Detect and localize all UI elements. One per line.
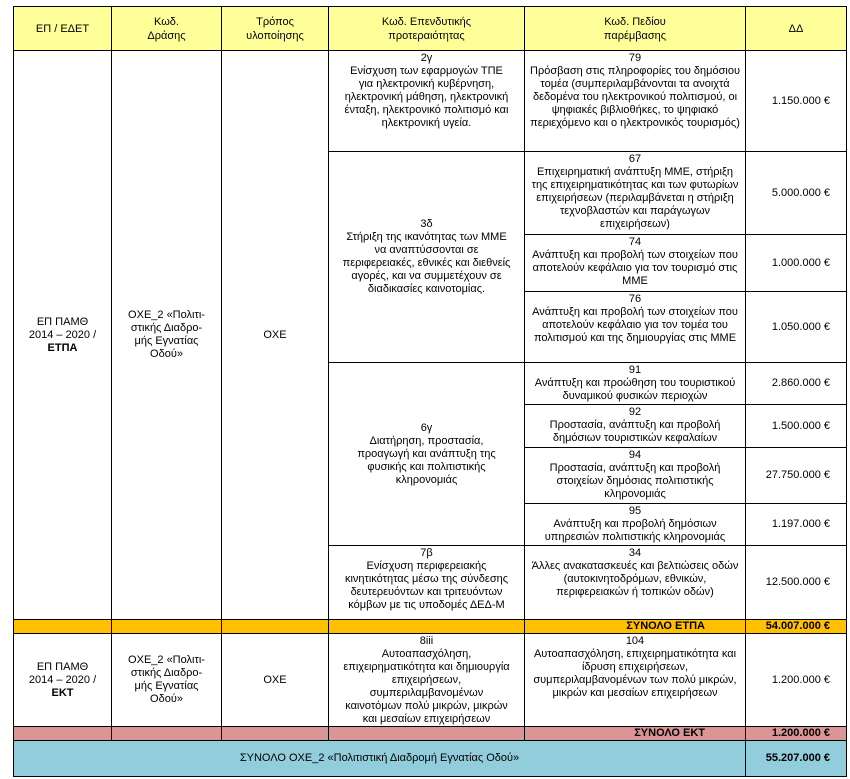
amount-cell: 12.500.000 € <box>746 546 847 620</box>
header-priority-code: Κωδ. Επενδυτικής προτεραιότητας <box>329 7 525 51</box>
etpa-total-amount: 54.007.000 € <box>746 620 847 634</box>
amount-cell: 2.860.000 € <box>746 363 847 405</box>
grand-total-label: ΣΥΝΟΛΟ ΟΧΕ_2 «Πολιτιστική Διαδρομή Εγνατίας Οδού» <box>14 741 746 777</box>
amount-cell: 1.197.000 € <box>746 504 847 546</box>
field-cell: 34 Άλλες ανακατασκευές και βελτιώσεις οδών (αυτοκινητοδρόμων, εθνικών, περιφερειακών ή τοπικών οδών) <box>525 546 746 620</box>
field-cell: 76 Ανάπτυξη και προβολή των στοιχείων που αποτελούν κεφάλαιο για τον τομέα του πολιτισμού και της δημιουργίας στις ΜΜΕ <box>525 292 746 363</box>
implementation-cell-ekt: ΟΧΕ <box>222 634 329 727</box>
grand-total-row <box>14 741 847 777</box>
field-cell: 74 Ανάπτυξη και προβολή των στοιχείων που αποτελούν κεφάλαιο για τον τουρισμό στις ΜΜΕ <box>525 235 746 292</box>
table-row <box>14 51 847 152</box>
priority-cell: 6γ Διατήρηση, προστασία, προαγωγή και ανάπτυξη της φυσικής και πολιτιστικής κληρονομιάς <box>329 363 525 546</box>
field-cell: 94 Προστασία, ανάπτυξη και προβολή στοιχείων δημόσιας πολιτιστικής κληρονομιάς <box>525 448 746 504</box>
etpa-total-row <box>14 620 847 634</box>
action-cell-ekt: ΟΧΕ_2 «Πολιτι- στικής Διαδρο- μής Εγνατίας Οδού» <box>112 634 222 727</box>
priority-cell: 3δ Στήριξη της ικανότητας των ΜΜΕ να αναπτύσσονται σε περιφερειακές, εθνικές και διεθνείς αγορές, και να συμμετέχουν σε διαδικασίες καινοτομίας. <box>329 152 525 363</box>
amount-cell: 1.500.000 € <box>746 405 847 448</box>
field-cell: 104 Αυτοαπασχόληση, επιχειρηματικότητα και ίδρυση επιχειρήσεων, συμπεριλαμβανομένων των πολύ μικρών, μικρών και μεσαίων επιχειρήσεων <box>525 634 746 727</box>
amount-cell: 27.750.000 € <box>746 448 847 504</box>
ekt-total-amount: 1.200.000 € <box>746 727 847 741</box>
field-cell: 67 Επιχειρηματική ανάπτυξη ΜΜΕ, στήριξη της επιχειρηματικότητας και των φυτωρίων επιχειρήσεων (περιλαμβάνεται η στήριξη τεχνοβλαστών και παράγωγων επιχειρήσεων) <box>525 152 746 235</box>
header-field-code: Κωδ. Πεδίου παρέμβασης <box>525 7 746 51</box>
priority-cell: 8iii Αυτοαπασχόληση, επιχειρηματικότητα και δημιουργία επιχειρήσεων, συμπεριλαμβανομένων καινοτόμων πολύ μικρών, μικρών και μεσαίων επιχειρήσεων <box>329 634 525 727</box>
grand-total-amount: 55.207.000 € <box>746 741 847 777</box>
header-action-code: Κωδ. Δράσης <box>112 7 222 51</box>
implementation-cell-etpa: ΟΧΕ <box>222 51 329 620</box>
etpa-total-label: ΣΥΝΟΛΟ ΕΤΠΑ <box>525 620 746 634</box>
ekt-total-row <box>14 727 847 741</box>
priority-cell: 7β Ενίσχυση περιφερειακής κινητικότητας μέσω της σύνδεσης δευτερευόντων και τριτευόντων κόμβων με τις υποδομές ΔΕΔ-Μ <box>329 546 525 620</box>
field-cell: 91 Ανάπτυξη και προώθηση του τουριστικού δυναμικού φυσικών περιοχών <box>525 363 746 405</box>
action-cell-etpa: ΟΧΕ_2 «Πολιτι- στικής Διαδρο- μής Εγνατίας Οδού» <box>112 51 222 620</box>
header-row <box>14 7 847 51</box>
header-op: ΕΠ / ΕΔΕΤ <box>14 7 112 51</box>
amount-cell: 1.000.000 € <box>746 235 847 292</box>
field-cell: 79 Πρόσβαση στις πληροφορίες του δημόσιου τομέα (συμπεριλαμβάνονται τα ανοιχτά δεδομένα του ηλεκτρονικού πολιτισμού, οι ψηφιακές βιβλιοθήκες, το ψηφιακό περιεχόμενο και ο ηλεκτρονικός τουρισμός) <box>525 51 746 152</box>
amount-cell: 5.000.000 € <box>746 152 847 235</box>
op-cell-etpa: ΕΠ ΠΑΜΘ 2014 – 2020 / ΕΤΠΑ <box>14 51 112 620</box>
amount-cell: 1.050.000 € <box>746 292 847 363</box>
ekt-total-label: ΣΥΝΟΛΟ ΕΚΤ <box>525 727 746 741</box>
priority-cell: 2γ Ενίσχυση των εφαρμογών ΤΠΕ για ηλεκτρονική κυβέρνηση, ηλεκτρονική μάθηση, ηλεκτρονική ένταξη, ηλεκτρονικό πολιτισμό και ηλεκτρονική υγεία. <box>329 51 525 152</box>
amount-cell: 1.200.000 € <box>746 634 847 727</box>
amount-cell: 1.150.000 € <box>746 51 847 152</box>
header-dd: ΔΔ <box>746 7 847 51</box>
table-row <box>14 634 847 727</box>
funding-table <box>13 6 847 777</box>
field-cell: 92 Προστασία, ανάπτυξη και προβολή δημόσιων τουριστικών κεφαλαίων <box>525 405 746 448</box>
op-cell-ekt: ΕΠ ΠΑΜΘ 2014 – 2020 / ΕΚΤ <box>14 634 112 727</box>
field-cell: 95 Ανάπτυξη και προβολή δημόσιων υπηρεσιών πολιτιστικής κληρονομιάς <box>525 504 746 546</box>
header-implementation: Τρόπος υλοποίησης <box>222 7 329 51</box>
